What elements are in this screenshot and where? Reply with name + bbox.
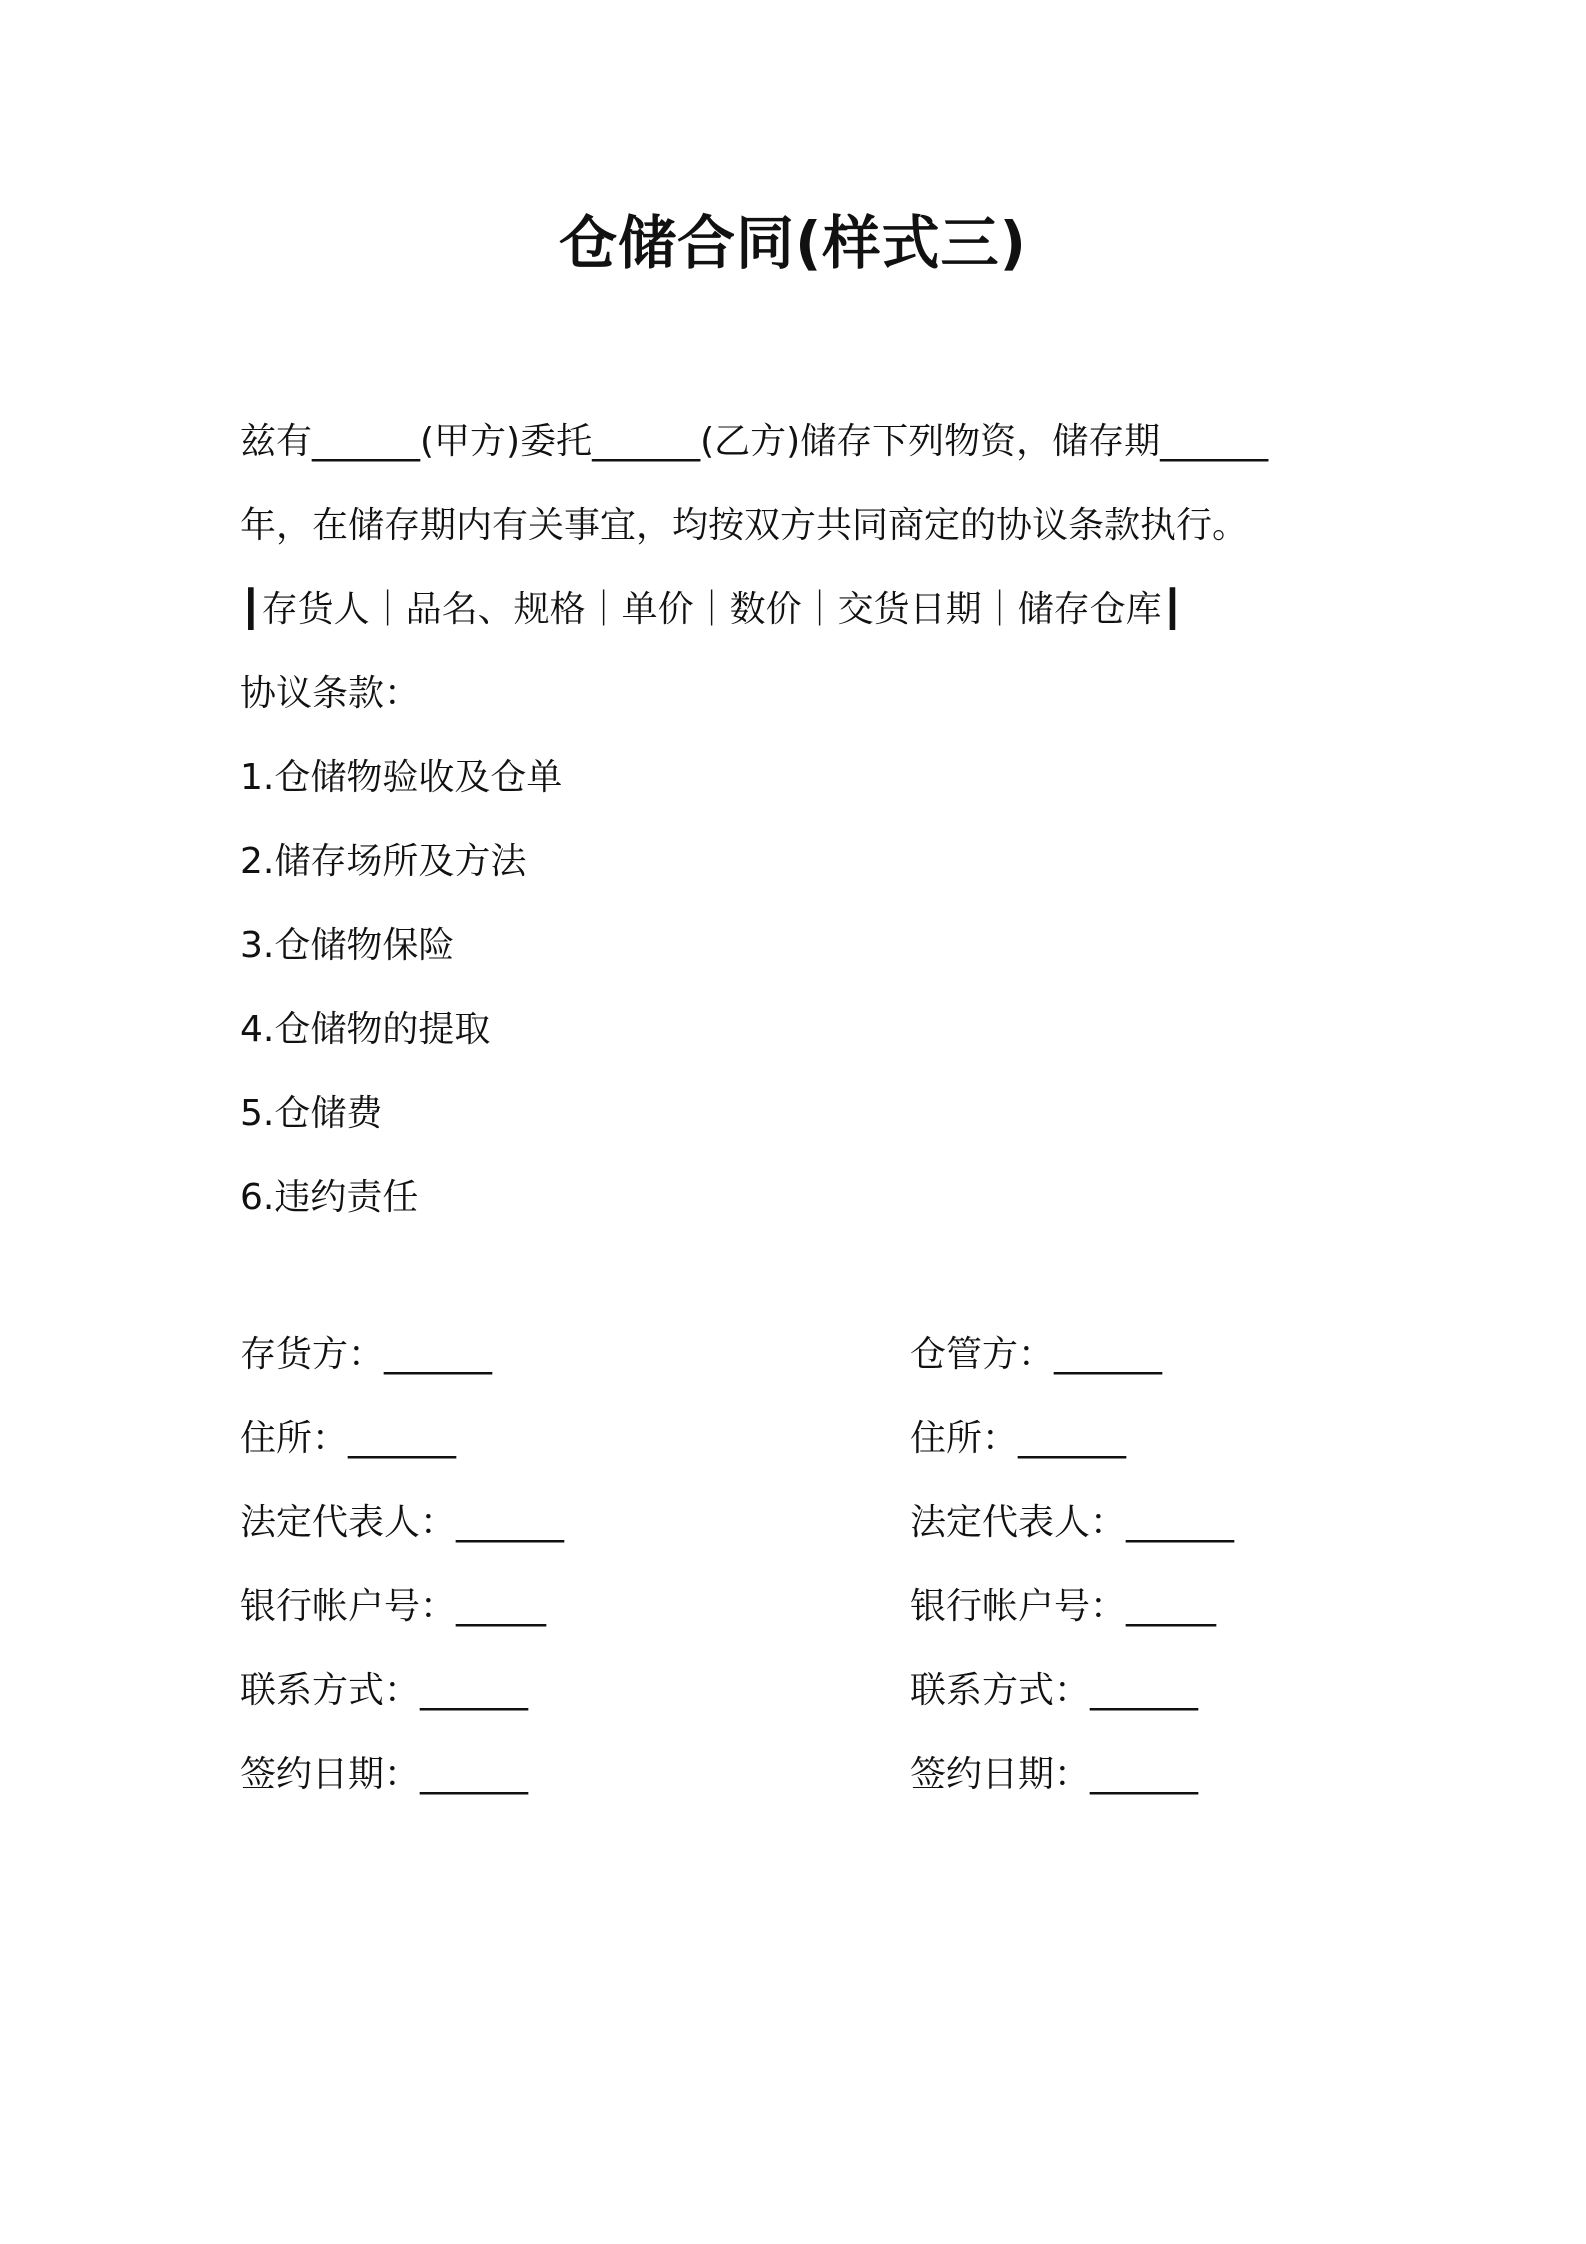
warehouse-name-field: 仓管方：______ [910,1334,1163,1375]
intro-line-1: 兹有______(甲方)委托______(乙方)储存下列物资，储存期______ [240,421,1269,462]
warehouse-address-field: 住所：______ [910,1418,1127,1459]
document-title: 仓储合同(样式三) [558,209,1028,277]
clause-item: 1.仓储物验收及仓单 [240,757,563,798]
intro-line-2: 年，在储存期内有关事宜，均按双方共同商定的协议条款执行。 [240,505,1249,546]
depositor-sign-date-field: 签约日期：______ [240,1754,529,1795]
clause-item: 6.违约责任 [240,1177,419,1218]
clause-item: 2.储存场所及方法 [240,841,527,882]
depositor-legal-rep-field: 法定代表人：______ [240,1502,565,1543]
warehouse-contact-field: 联系方式：______ [910,1670,1199,1711]
depositor-address-field: 住所：______ [240,1418,457,1459]
clause-item: 3.仓储物保险 [240,925,455,966]
depositor-name-field: 存货方：______ [240,1334,493,1375]
depositor-signature-block [240,1313,564,1817]
depositor-contact-field: 联系方式：______ [240,1670,529,1711]
warehouse-sign-date-field: 签约日期：______ [910,1754,1199,1795]
warehouse-legal-rep-field: 法定代表人：______ [910,1502,1235,1543]
depositor-bank-account-field: 银行帐户号：_____ [240,1586,547,1627]
goods-table-header: ┃存货人｜品名、规格｜单价｜数价｜交货日期｜储存仓库┃ [240,589,1184,630]
clause-item: 5.仓储费 [240,1093,383,1134]
clause-item: 4.仓储物的提取 [240,1009,491,1050]
warehouse-bank-account-field: 银行帐户号：_____ [910,1586,1217,1627]
clauses-heading: 协议条款： [240,673,421,714]
warehouse-signature-block [910,1313,1234,1817]
contract-body [240,400,1360,1240]
